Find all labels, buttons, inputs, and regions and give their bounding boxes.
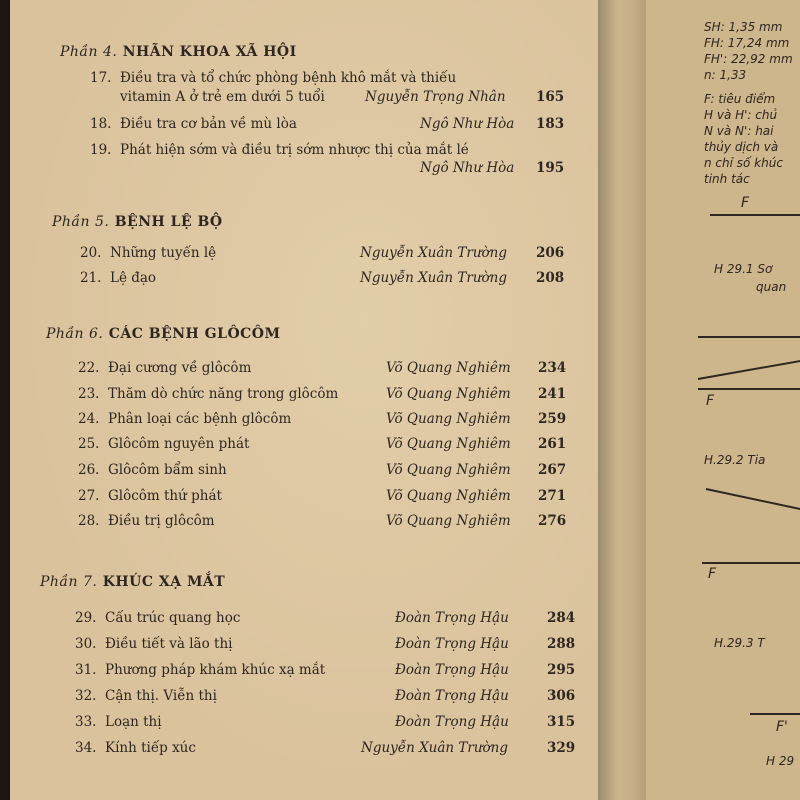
entry-title: Glôcôm bẩm sinh bbox=[108, 462, 227, 478]
handwritten-note: FH: 17,24 mm bbox=[704, 36, 790, 50]
entry-author: Võ Quang Nghiêm bbox=[386, 386, 511, 402]
entry-title-continued: vitamin A ở trẻ em dưới 5 tuổi bbox=[120, 89, 325, 105]
part-6-heading bbox=[46, 326, 280, 342]
entry-number: 22. bbox=[78, 360, 100, 376]
part-title: NHÃN KHOA XÃ HỘI bbox=[122, 44, 297, 60]
part-number: Phần 7. bbox=[40, 574, 98, 590]
part-number: Phần 4. bbox=[60, 44, 118, 60]
entry-author: Võ Quang Nghiêm bbox=[386, 513, 511, 529]
entry-page: 259 bbox=[538, 411, 567, 427]
optical-axis-line bbox=[698, 388, 800, 390]
entry-page: 234 bbox=[538, 360, 567, 376]
entry-title: Cận thị. Viễn thị bbox=[105, 688, 217, 704]
entry-author: Đoàn Trọng Hậu bbox=[395, 636, 509, 652]
entry-author: Võ Quang Nghiêm bbox=[386, 462, 511, 478]
entry-page: 261 bbox=[538, 436, 567, 452]
entry-author: Võ Quang Nghiêm bbox=[386, 360, 511, 376]
part-7-heading bbox=[40, 574, 225, 590]
figure-caption: quan bbox=[756, 280, 787, 294]
entry-page: 329 bbox=[547, 740, 576, 756]
entry-title: Kính tiếp xúc bbox=[105, 740, 196, 756]
right-page bbox=[646, 0, 800, 800]
entry-number: 26. bbox=[78, 462, 100, 478]
entry-page: 267 bbox=[538, 462, 567, 478]
handwritten-note: n chỉ số khúc bbox=[704, 156, 783, 170]
entry-number: 31. bbox=[75, 662, 97, 678]
entry-number: 19. bbox=[90, 142, 112, 158]
focus-label: F bbox=[708, 566, 717, 582]
entry-author: Đoàn Trọng Hậu bbox=[395, 662, 509, 678]
entry-title: Điều tiết và lão thị bbox=[105, 636, 233, 652]
entry-title: Phương pháp khám khúc xạ mắt bbox=[105, 662, 326, 678]
entry-page: 288 bbox=[547, 636, 576, 652]
entry-author: Nguyễn Xuân Trường bbox=[361, 740, 509, 756]
entry-number: 34. bbox=[75, 740, 97, 756]
part-5-heading bbox=[52, 214, 223, 230]
entry-title: Loạn thị bbox=[105, 714, 162, 730]
entry-title: Những tuyến lệ bbox=[110, 245, 217, 261]
entry-number: 30. bbox=[75, 636, 97, 652]
entry-page: 271 bbox=[538, 488, 567, 504]
entry-author: Đoàn Trọng Hậu bbox=[395, 688, 509, 704]
entry-author: Nguyễn Xuân Trường bbox=[360, 245, 508, 261]
entry-number: 23. bbox=[78, 386, 100, 402]
entry-author: Đoàn Trọng Hậu bbox=[395, 714, 509, 730]
entry-author: Ngô Như Hòa bbox=[420, 160, 515, 176]
entry-title: Phân loại các bệnh glôcôm bbox=[108, 411, 292, 427]
entry-page: 183 bbox=[536, 116, 565, 132]
optical-axis-line bbox=[710, 214, 800, 216]
book-gutter bbox=[598, 0, 648, 800]
entry-page: 195 bbox=[536, 160, 565, 176]
entry-title: Điều tra và tổ chức phòng bệnh khô mắt và thiếu bbox=[120, 70, 457, 86]
entry-title: Glôcôm nguyên phát bbox=[108, 436, 250, 452]
entry-title: Điều tra cơ bản về mù lòa bbox=[120, 116, 297, 132]
entry-author: Đoàn Trọng Hậu bbox=[395, 610, 509, 626]
entry-author: Võ Quang Nghiêm bbox=[386, 436, 511, 452]
entry-author: Ngô Như Hòa bbox=[420, 116, 515, 132]
light-ray-line bbox=[698, 336, 800, 338]
entry-page: 315 bbox=[547, 714, 576, 730]
handwritten-note: F: tiêu điểm bbox=[704, 92, 776, 106]
handwritten-note: tinh tác bbox=[704, 172, 750, 186]
entry-page: 284 bbox=[547, 610, 576, 626]
entry-number: 25. bbox=[78, 436, 100, 452]
entry-title: Lệ đạo bbox=[110, 270, 157, 286]
handwritten-note: H và H': chủ bbox=[704, 108, 778, 122]
entry-title: Phát hiện sớm và điều trị sớm nhược thị của mắt lé bbox=[120, 142, 469, 158]
entry-page: 276 bbox=[538, 513, 567, 529]
part-title: CÁC BỆNH GLÔCÔM bbox=[108, 326, 281, 342]
part-number: Phần 6. bbox=[46, 326, 104, 342]
part-title: BỆNH LỆ BỘ bbox=[114, 214, 223, 230]
entry-title: Điều trị glôcôm bbox=[108, 513, 215, 529]
entry-number: 21. bbox=[80, 270, 102, 286]
entry-number: 29. bbox=[75, 610, 97, 626]
entry-page: 306 bbox=[547, 688, 576, 704]
part-number: Phần 5. bbox=[52, 214, 110, 230]
entry-author: Nguyễn Trọng Nhân bbox=[365, 89, 506, 105]
part-title: KHÚC XẠ MẮT bbox=[102, 574, 226, 590]
entry-page: 206 bbox=[536, 245, 565, 261]
light-ray-line bbox=[706, 488, 800, 512]
entry-title: Thăm dò chức năng trong glôcôm bbox=[108, 386, 339, 402]
handwritten-note: SH: 1,35 mm bbox=[704, 20, 783, 34]
entry-title: Cấu trúc quang học bbox=[105, 610, 241, 626]
entry-title: Đại cương về glôcôm bbox=[108, 360, 252, 376]
handwritten-note: n: 1,33 bbox=[704, 68, 747, 82]
entry-number: 28. bbox=[78, 513, 100, 529]
entry-number: 20. bbox=[80, 245, 102, 261]
optical-axis-line bbox=[750, 713, 800, 715]
handwritten-note: thủy dịch và bbox=[704, 140, 779, 154]
entry-number: 27. bbox=[78, 488, 100, 504]
entry-page: 295 bbox=[547, 662, 576, 678]
focus-label: F bbox=[741, 195, 750, 211]
entry-title: Glôcôm thứ phát bbox=[108, 488, 222, 504]
entry-number: 32. bbox=[75, 688, 97, 704]
entry-author: Võ Quang Nghiêm bbox=[386, 488, 511, 504]
figure-caption: H 29.1 Sơ bbox=[714, 262, 773, 276]
left-page bbox=[10, 0, 600, 800]
entry-page: 208 bbox=[536, 270, 565, 286]
figure-caption: H.29.2 Tia bbox=[704, 453, 766, 467]
entry-page: 165 bbox=[536, 89, 565, 105]
figure-caption: H.29.3 T bbox=[714, 636, 765, 650]
figure-caption: H 29 bbox=[766, 754, 795, 768]
focus-label: F bbox=[706, 393, 715, 409]
handwritten-note: FH': 22,92 mm bbox=[704, 52, 793, 66]
entry-page: 241 bbox=[538, 386, 567, 402]
handwritten-note: N và N': hai bbox=[704, 124, 774, 138]
entry-number: 24. bbox=[78, 411, 100, 427]
entry-number: 18. bbox=[90, 116, 112, 132]
light-ray-line bbox=[698, 359, 800, 380]
optical-axis-line bbox=[702, 562, 800, 564]
entry-number: 33. bbox=[75, 714, 97, 730]
focus-label: F' bbox=[776, 719, 788, 735]
entry-author: Võ Quang Nghiêm bbox=[386, 411, 511, 427]
entry-number: 17. bbox=[90, 70, 112, 86]
part-4-heading bbox=[60, 44, 297, 60]
entry-author: Nguyễn Xuân Trường bbox=[360, 270, 508, 286]
